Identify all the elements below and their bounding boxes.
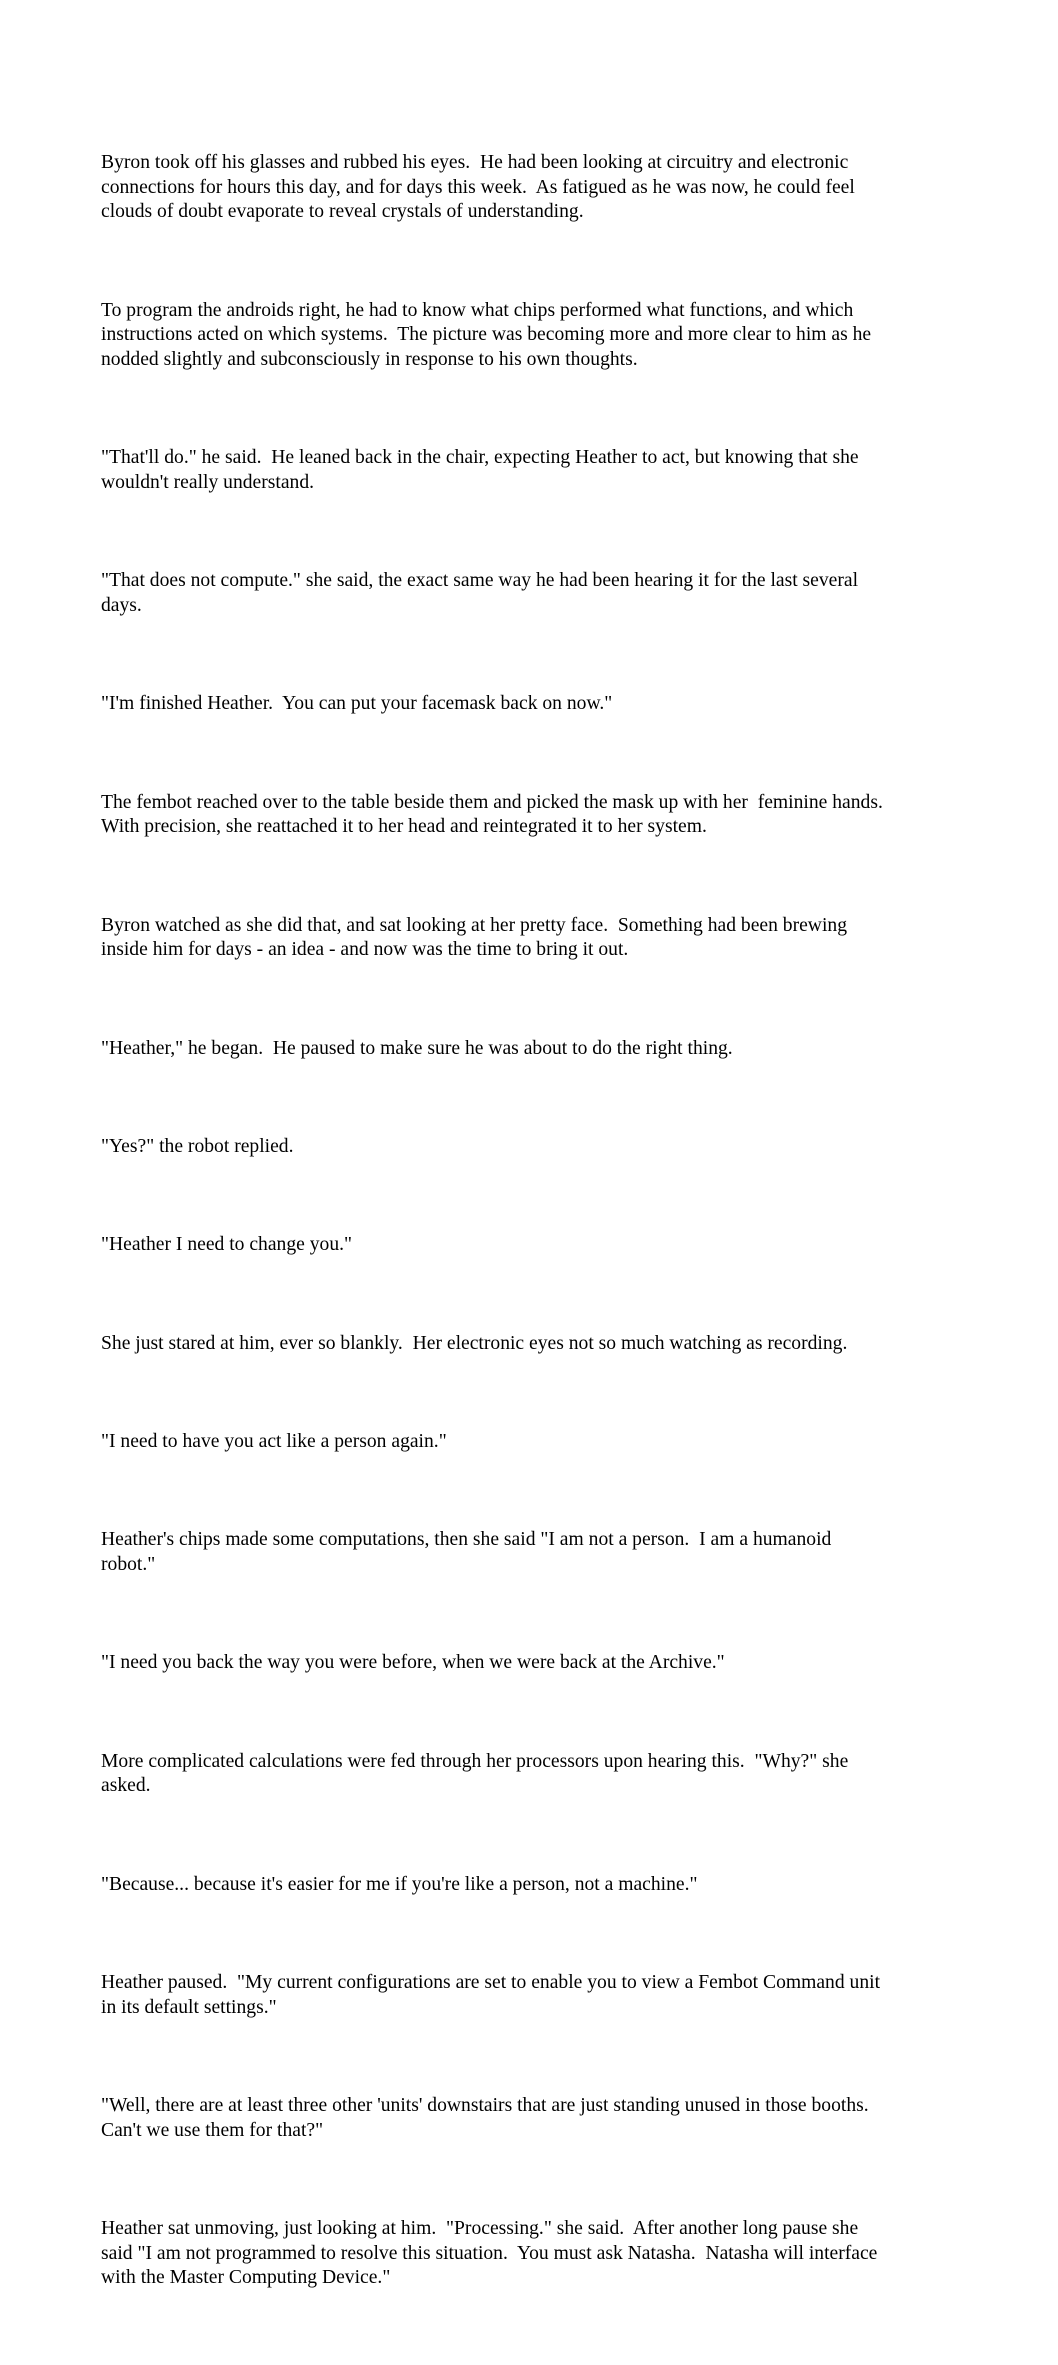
paragraph: "That'll do." he said. He leaned back in the chair, expecting Heather to act, but knowing that she wouldn't really understand. (101, 447, 859, 493)
paragraph: "Because... because it's easier for me if you're like a person, not a machine." (101, 1873, 698, 1895)
paragraph: "Heather I need to change you." (101, 1234, 353, 1256)
paragraph: "Heather," he began. He paused to make sure he was about to do the right thing. (101, 1037, 733, 1059)
paragraph: "Well, there are at least three other 'units' downstairs that are just standing unused in those booths. Can't we use them for that?" (101, 2095, 869, 2141)
paragraph: Byron watched as she did that, and sat looking at her pretty face. Something had been brewing inside him for days - an idea - and now was the time to bring it out. (101, 914, 847, 961)
paragraph: "I need you back the way you were before, when we were back at the Archive." (101, 1652, 725, 1674)
paragraph: "Yes?" the robot replied. (101, 1135, 294, 1157)
paragraph: She just stared at him, ever so blankly. Her electronic eyes not so much watching as recording. (101, 1332, 848, 1354)
paragraph: Byron took off his glasses and rubbed his eyes. He had been looking at circuitry and electronic connections for hours this day, and for days this week. As fatigued as he was now, he could feel clouds of doubt evaporate to reveal crystals of understanding. (101, 152, 855, 223)
document-body (101, 102, 961, 2365)
paragraph: Heather's chips made some computations, then she said "I am not a person. I am a humanoid robot." (101, 1529, 832, 1576)
paragraph: "I'm finished Heather. You can put your facemask back on now." (101, 693, 613, 715)
paragraph: "I need to have you act like a person again." (101, 1431, 447, 1453)
paragraph: To program the androids right, he had to know what chips performed what functions, and which instructions acted on which systems. The picture was becoming more and more clear to him as he nodded slightly and subconsciously in response to his own thoughts. (101, 299, 872, 370)
paragraph: Heather paused. "My current configurations are set to enable you to view a Fembot Command unit in its default settings." (101, 1972, 881, 2018)
paragraph: More complicated calculations were fed through her processors upon hearing this. "Why?" she asked. (101, 1750, 849, 1797)
paragraph: The fembot reached over to the table beside them and picked the mask up with her feminine hands. With precision, she reattached it to her head and reintegrated it to her system. (101, 791, 883, 838)
paragraph: "That does not compute." she said, the exact same way he had been hearing it for the last several days. (101, 570, 859, 616)
paragraph: Heather sat unmoving, just looking at him. "Processing." she said. After another long pause she said "I am not programmed to resolve this situation. You must ask Natasha. Natasha will interface with the Master Computing Device." (101, 2218, 878, 2289)
